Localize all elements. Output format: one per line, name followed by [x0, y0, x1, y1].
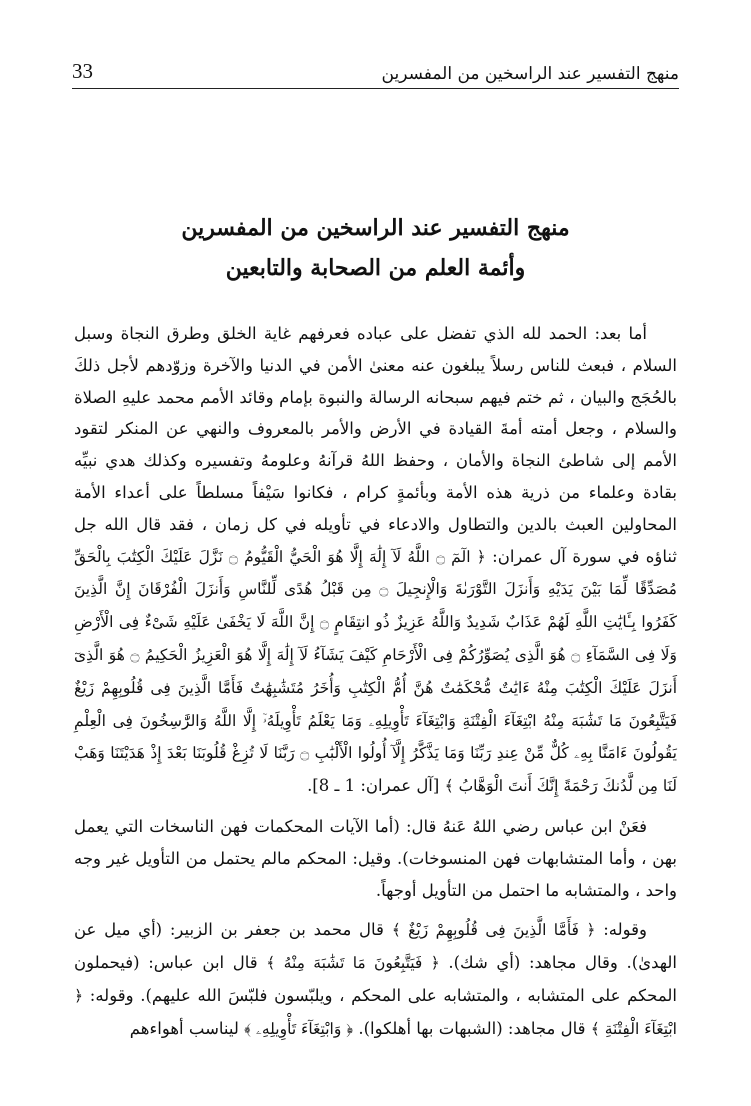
paragraph-ibn-abbas: فعَنْ ابن عباس رضي اللهُ عَنهُ قال: (أما الآيات المحكمات فهن الناسخات التي يعمل بهن ، وأما المتشابهات فهن المنسوخات). وقيل: المحكم مالم يحتمل من التأويل غير وجه واحد ، والمتشابه ما احتمل من التأويل أوجهاً. — [74, 816, 677, 900]
chapter-title-line-2: وأئمة العلم من الصحابة والتابعين — [225, 255, 526, 281]
commentary-text-3: قال ابن عباس: (فيحملون المحكم على المتشابه ، والمتشابه على المحكم ، ويلبّسون فلبّسَ الله عليهم). وقوله: — [74, 953, 677, 1005]
chapter-title-line-1: منهج التفسير عند الراسخين من المفسرين — [181, 215, 570, 241]
quran-quote-1: ﴿ فَأَمَّا الَّذِينَ فِى قُلُوبِهِمْ زَيْغٌ ﴾ — [391, 921, 596, 940]
paragraph-introduction — [74, 318, 677, 803]
chapter-title — [72, 208, 679, 288]
page-number: 33 — [72, 59, 93, 83]
quran-quote-4: ﴿ وَابْتِغَآءَ تَأْوِيلِهِۦ ﴾ — [244, 1019, 354, 1038]
verse-citation: [آل عمران: 1 ـ 8]. — [307, 776, 440, 796]
quran-verse-al-imran-1-8: ﴿ الٓمٓ ۝ اللَّهُ لَآ إِلَٰهَ إِلَّا هُوَ الْحَيُّ الْقَيُّومُ ۝ نَزَّلَ عَلَيْكَ الْكِتَٰبَ بِالْحَقِّ مُصَدِّقًا لِّمَا بَيْنَ يَدَيْهِ وَأَنزَلَ التَّوْرَىٰةَ وَالْإِنجِيلَ ۝ مِن قَبْلُ هُدًى لِّلنَّاسِ وَأَنزَلَ الْفُرْقَانَ إِنَّ الَّذِينَ كَفَرُوا بِـَٔايَٰتِ اللَّهِ لَهُمْ عَذَابٌ شَدِيدٌ وَاللَّهُ عَزِيزٌ ذُو انتِقَامٍ ۝ إِنَّ اللَّهَ لَا يَخْفَىٰ عَلَيْهِ شَىْءٌ فِى الْأَرْضِ وَلَا فِى السَّمَآءِ ۝ هُوَ الَّذِى يُصَوِّرُكُمْ فِى الْأَرْحَامِ كَيْفَ يَشَآءُ لَآ إِلَٰهَ إِلَّا هُوَ الْعَزِيزُ الْحَكِيمُ ۝ هُوَ الَّذِىٓ أَنزَلَ عَلَيْكَ الْكِتَٰبَ مِنْهُ ءَايَٰتٌ مُّحْكَمَٰتٌ هُنَّ أُمُّ الْكِتَٰبِ وَأُخَرُ مُتَشَٰبِهَٰتٌ فَأَمَّا الَّذِينَ فِى قُلُوبِهِمْ زَيْغٌ فَيَتَّبِعُونَ مَا تَشَٰبَهَ مِنْهُ ابْتِغَآءَ الْفِتْنَةِ وَابْتِغَآءَ تَأْوِيلِهِۦ وَمَا يَعْلَمُ تَأْوِيلَهُۥٓ إِلَّا اللَّهُ وَالرَّٰسِخُونَ فِى الْعِلْمِ يَقُولُونَ ءَامَنَّا بِهِۦ كُلٌّ مِّنْ عِندِ رَبِّنَا وَمَا يَذَّكَّرُ إِلَّآ أُولُوا الْأَلْبَٰبِ ۝ رَبَّنَا لَا تُزِغْ قُلُوبَنَا بَعْدَ إِذْ هَدَيْتَنَا وَهَبْ لَنَا مِن لَّدُنكَ رَحْمَةً إِنَّكَ أَنتَ الْوَهَّابُ ﴾ — [74, 547, 677, 796]
running-title: منهج التفسير عند الراسخين من المفسرين — [381, 64, 679, 84]
commentary-text-2: قال محمد بن جعفر بن الزبير: (أي ميل عن الهدىٰ). وقال مجاهد: (أي شك). — [74, 920, 677, 973]
commentary-text-5: ليناسب أهواءهم — [129, 1018, 239, 1038]
commentary-text-4: قال مجاهد: (الشبهات بها أهلكوا). — [358, 1018, 586, 1038]
intro-text: أما بعد: الحمد لله الذي تفضل على عباده فعرفهم غاية الخلق وطرق النجاة وسبل السلام ، فبعث للناس رسلاً يبلغون عنه معنىٰ الأمن في الدنيا والآخرة وزوّدهم لأجل ذلكَ بالحُجَج والبيان ، ثم ختم فيهم سبحانه الرسالة والنبوة بإمام وقائد الأمم محمد عليهِ الصلاة والسلام ، وجعل أمته أمةَ القيادة في الأرض والأمر بالمعروف والنهي عن المنكر لتقود الأمم إلى شاطئ النجاة والأمان ، وحفظ اللهُ قرآنهُ وعلومهُ وتفسيره وكذلك هدي نبيِّه بقادة وعلماء من ذرية هذه الأمة وبأئمةٍ كرام ، فكانوا سَيْفاً مسلطاً على أعداء الأمة المحاولين العبث بالدين والتطاول والادعاء في تأويله في كل زمان ، فقد قال الله جل ثناؤه في سورة آل عمران: — [74, 324, 677, 566]
running-header — [72, 54, 679, 89]
paragraph-commentary — [74, 914, 677, 1045]
quran-quote-2: ﴿ فَيَتَّبِعُونَ مَا تَشَٰبَهَ مِنْهُ ﴾ — [266, 954, 440, 973]
commentary-text-1: وقوله: — [603, 920, 647, 940]
body-text — [74, 318, 677, 1046]
quran-quote-3: ﴿ ابْتِغَآءَ الْفِتْنَةِ ﴾ — [74, 986, 677, 1038]
